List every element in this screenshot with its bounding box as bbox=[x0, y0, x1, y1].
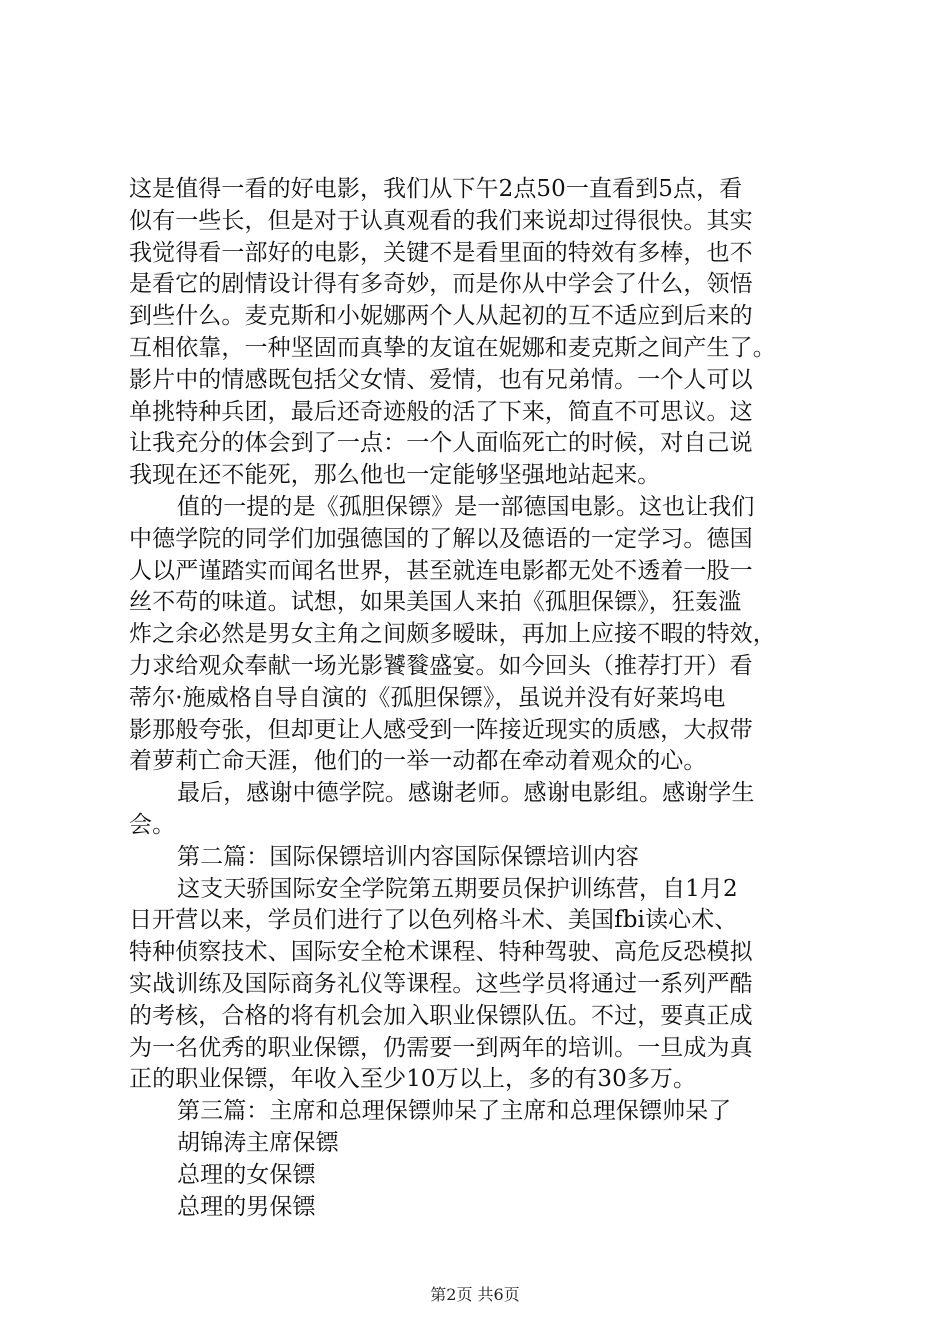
document-body bbox=[129, 174, 839, 1223]
text-line: 影片中的情感既包括父女情、爱情，也有兄弟情。一个人可以 bbox=[129, 366, 753, 393]
text-line: 到些什么。麦克斯和小妮娜两个人从起初的互不适应到后来的 bbox=[129, 303, 753, 330]
text-line: 总理的女保镖 bbox=[177, 1161, 316, 1188]
text-line: 这支天骄国际安全学院第五期要员保护训练营，自1月2 bbox=[177, 875, 738, 902]
text-line: 日开营以来，学员们进行了以色列格斗术、美国fbi读心术、 bbox=[129, 907, 738, 934]
text-line: 最后，感谢中德学院。感谢老师。感谢电影组。感谢学生 bbox=[177, 780, 755, 807]
text-line: 是看它的剧情设计得有多奇妙，而是你从中学会了什么，领悟 bbox=[129, 271, 753, 298]
text-line: 会。 bbox=[129, 811, 176, 838]
text-line: 影那般夸张，但却更让人感受到一阵接近现实的质感，大叔带 bbox=[129, 716, 753, 743]
text-line: 正的职业保镖，年收入至少10万以上，多的有30多万。 bbox=[129, 1066, 697, 1093]
text-line: 人以严谨踏实而闻名世界，甚至就连电影都无处不透着一股一 bbox=[129, 557, 753, 584]
text-line: 实战训练及国际商务礼仪等课程。这些学员将通过一系列严酷 bbox=[129, 970, 753, 997]
text-line: 力求给观众奉献一场光影饕餮盛宴。如今回头（推荐打开）看 bbox=[129, 652, 753, 679]
text-line: 蒂尔·施威格自导自演的《孤胆保镖》，虽说并没有好莱坞电 bbox=[129, 684, 726, 711]
text-line: 特种侦察技术、国际安全枪术课程、特种驾驶、高危反恐模拟 bbox=[129, 939, 753, 966]
text-line: 中德学院的同学们加强德国的了解以及德语的一定学习。德国 bbox=[129, 525, 753, 552]
text-line: 为一名优秀的职业保镖，仍需要一到两年的培训。一旦成为真 bbox=[129, 1034, 753, 1061]
text-line: 让我充分的体会到了一点：一个人面临死亡的时候，对自己说 bbox=[129, 430, 753, 457]
text-line: 我觉得看一部好的电影，关键不是看里面的特效有多棒，也不 bbox=[129, 239, 753, 266]
text-line: 总理的男保镖 bbox=[177, 1193, 316, 1220]
text-line: 互相依靠，一种坚固而真挚的友谊在妮娜和麦克斯之间产生了。 bbox=[129, 334, 776, 361]
text-line: 丝不苟的味道。试想，如果美国人来拍《孤胆保镖》，狂轰滥 bbox=[129, 589, 742, 616]
text-line: 似有一些长，但是对于认真观看的我们来说却过得很快。其实 bbox=[129, 207, 753, 234]
text-line: 的考核，合格的将有机会加入职业保镖队伍。不过，要真正成 bbox=[129, 1002, 753, 1029]
page-footer: 第2页 共6页 bbox=[430, 1285, 520, 1304]
text-line: 第二篇：国际保镖培训内容国际保镖培训内容 bbox=[177, 843, 639, 870]
text-line: 着萝莉亡命天涯，他们的一举一动都在牵动着观众的心。 bbox=[129, 748, 707, 775]
text-line: 我现在还不能死，那么他也一定能够坚强地站起来。 bbox=[129, 462, 661, 489]
text-line: 值的一提的是《孤胆保镖》是一部德国电影。这也让我们 bbox=[177, 493, 755, 520]
text-line: 炸之余必然是男女主角之间颇多暧昧，再加上应接不暇的特效， bbox=[129, 621, 776, 648]
text-line: 这是值得一看的好电影，我们从下午2点50一直看到5点，看 bbox=[129, 176, 743, 202]
text-line: 胡锦涛主席保镖 bbox=[177, 1129, 339, 1156]
text-line: 第三篇：主席和总理保镖帅呆了主席和总理保镖帅呆了 bbox=[177, 1098, 732, 1125]
text-line: 单挑特种兵团，最后还奇迹般的活了下来，简直不可思议。这 bbox=[129, 398, 753, 425]
